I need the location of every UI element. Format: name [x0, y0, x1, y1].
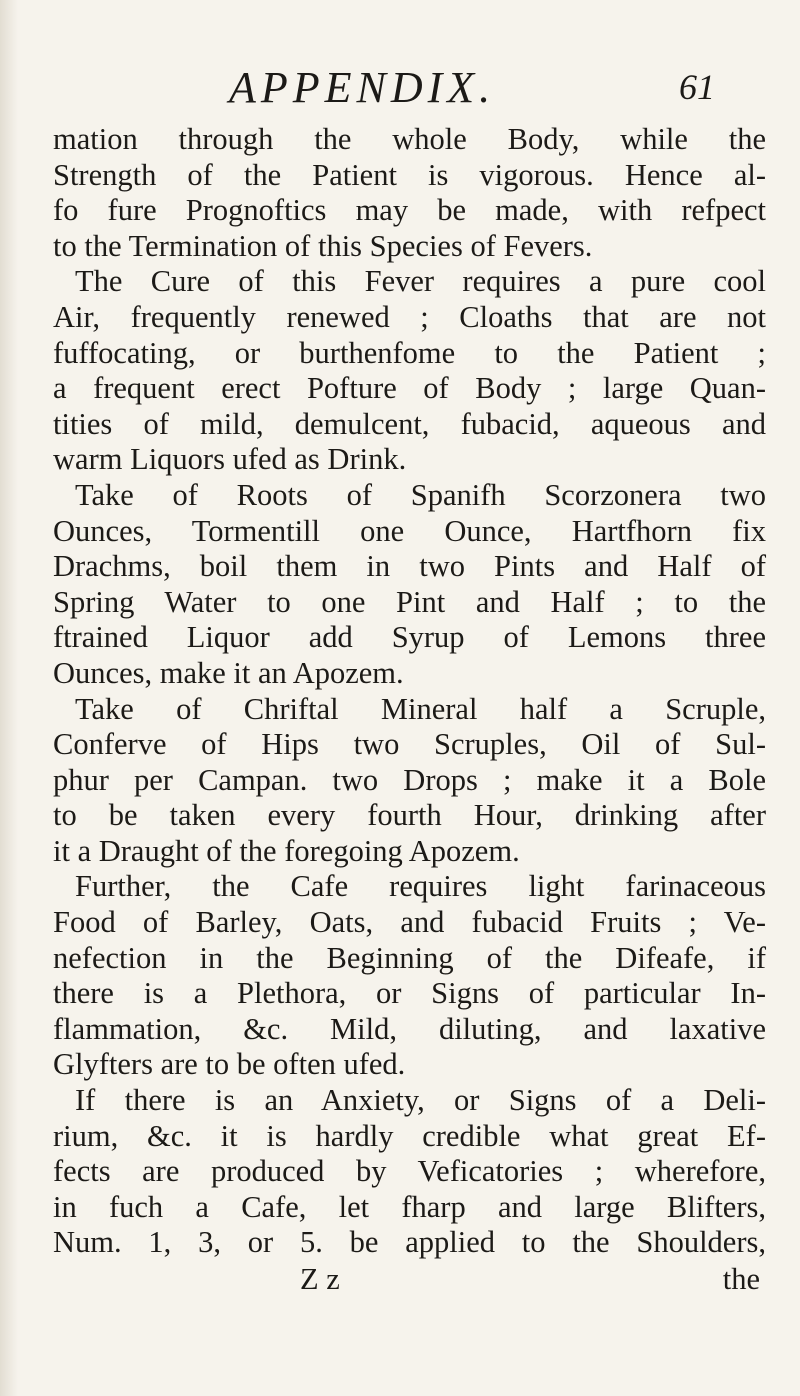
text-line: Num. 1, 3, or 5. be applied to the Shoulders, — [53, 1225, 766, 1260]
text-line: Glyfters are to be often ufed. — [53, 1047, 406, 1082]
text-line: fo fure Prognoftics may be made, with refpect — [53, 193, 766, 228]
text-line: nefection in the Beginning of the Difeafe, if — [53, 940, 766, 975]
page-footer — [300, 1261, 760, 1297]
text-line: a frequent erect Pofture of Body ; large Quan- — [53, 371, 766, 406]
page-header — [195, 62, 715, 122]
text-line: Spring Water to one Pint and Half ; to the — [53, 584, 766, 619]
text-line: ftrained Liquor add Syrup of Lemons three — [53, 620, 766, 655]
text-line: warm Liquors ufed as Drink. — [53, 442, 407, 477]
text-line: rium, &c. it is hardly credible what great Ef- — [53, 1118, 766, 1153]
text-line: Take of Chriftal Mineral half a Scruple, — [75, 691, 766, 726]
body-text — [53, 122, 766, 1261]
text-line: Drachms, boil them in two Pints and Half of — [53, 549, 766, 584]
text-line: to be taken every fourth Hour, drinking after — [53, 798, 766, 833]
page-number: 61 — [679, 67, 715, 107]
running-title: APPENDIX. — [229, 63, 496, 112]
text-line: mation through the whole Body, while the — [53, 122, 766, 156]
text-line: fects are produced by Veficatories ; wherefore, — [53, 1154, 766, 1189]
text-line: it a Draught of the foregoing Apozem. — [53, 833, 520, 868]
text-line: Strength of the Patient is vigorous. Hence al- — [53, 157, 766, 192]
catchword: the — [722, 1262, 760, 1296]
text-line: Air, frequently renewed ; Cloaths that are not — [53, 299, 766, 334]
text-line: phur per Campan. two Drops ; make it a Bole — [53, 762, 766, 797]
text-line: Ounces, make it an Apozem. — [53, 655, 404, 690]
text-line: fuffocating, or burthenfome to the Patient ; — [53, 335, 766, 370]
text-line: Food of Barley, Oats, and fubacid Fruits ; Ve- — [53, 905, 766, 940]
text-line: If there is an Anxiety, or Signs of a Deli- — [75, 1083, 766, 1118]
text-line: Ounces, Tormentill one Ounce, Hartfhorn fix — [53, 513, 766, 548]
text-line: Further, the Cafe requires light farinaceous — [75, 869, 766, 904]
text-line: in fuch a Cafe, let fharp and large Blifters, — [53, 1189, 766, 1224]
text-line: Take of Roots of Spanifh Scorzonera two — [75, 477, 766, 512]
text-line: there is a Plethora, or Signs of particular In- — [53, 976, 766, 1011]
text-line: flammation, &c. Mild, diluting, and laxative — [53, 1011, 766, 1046]
page-gutter-shadow — [0, 0, 18, 1396]
text-line: to the Termination of this Species of Fevers. — [53, 228, 593, 263]
text-line: Conferve of Hips two Scruples, Oil of Sul- — [53, 727, 766, 762]
signature-mark: Z z — [300, 1262, 340, 1296]
text-line: tities of mild, demulcent, fubacid, aqueous and — [53, 406, 766, 441]
text-line: The Cure of this Fever requires a pure cool — [75, 264, 766, 299]
